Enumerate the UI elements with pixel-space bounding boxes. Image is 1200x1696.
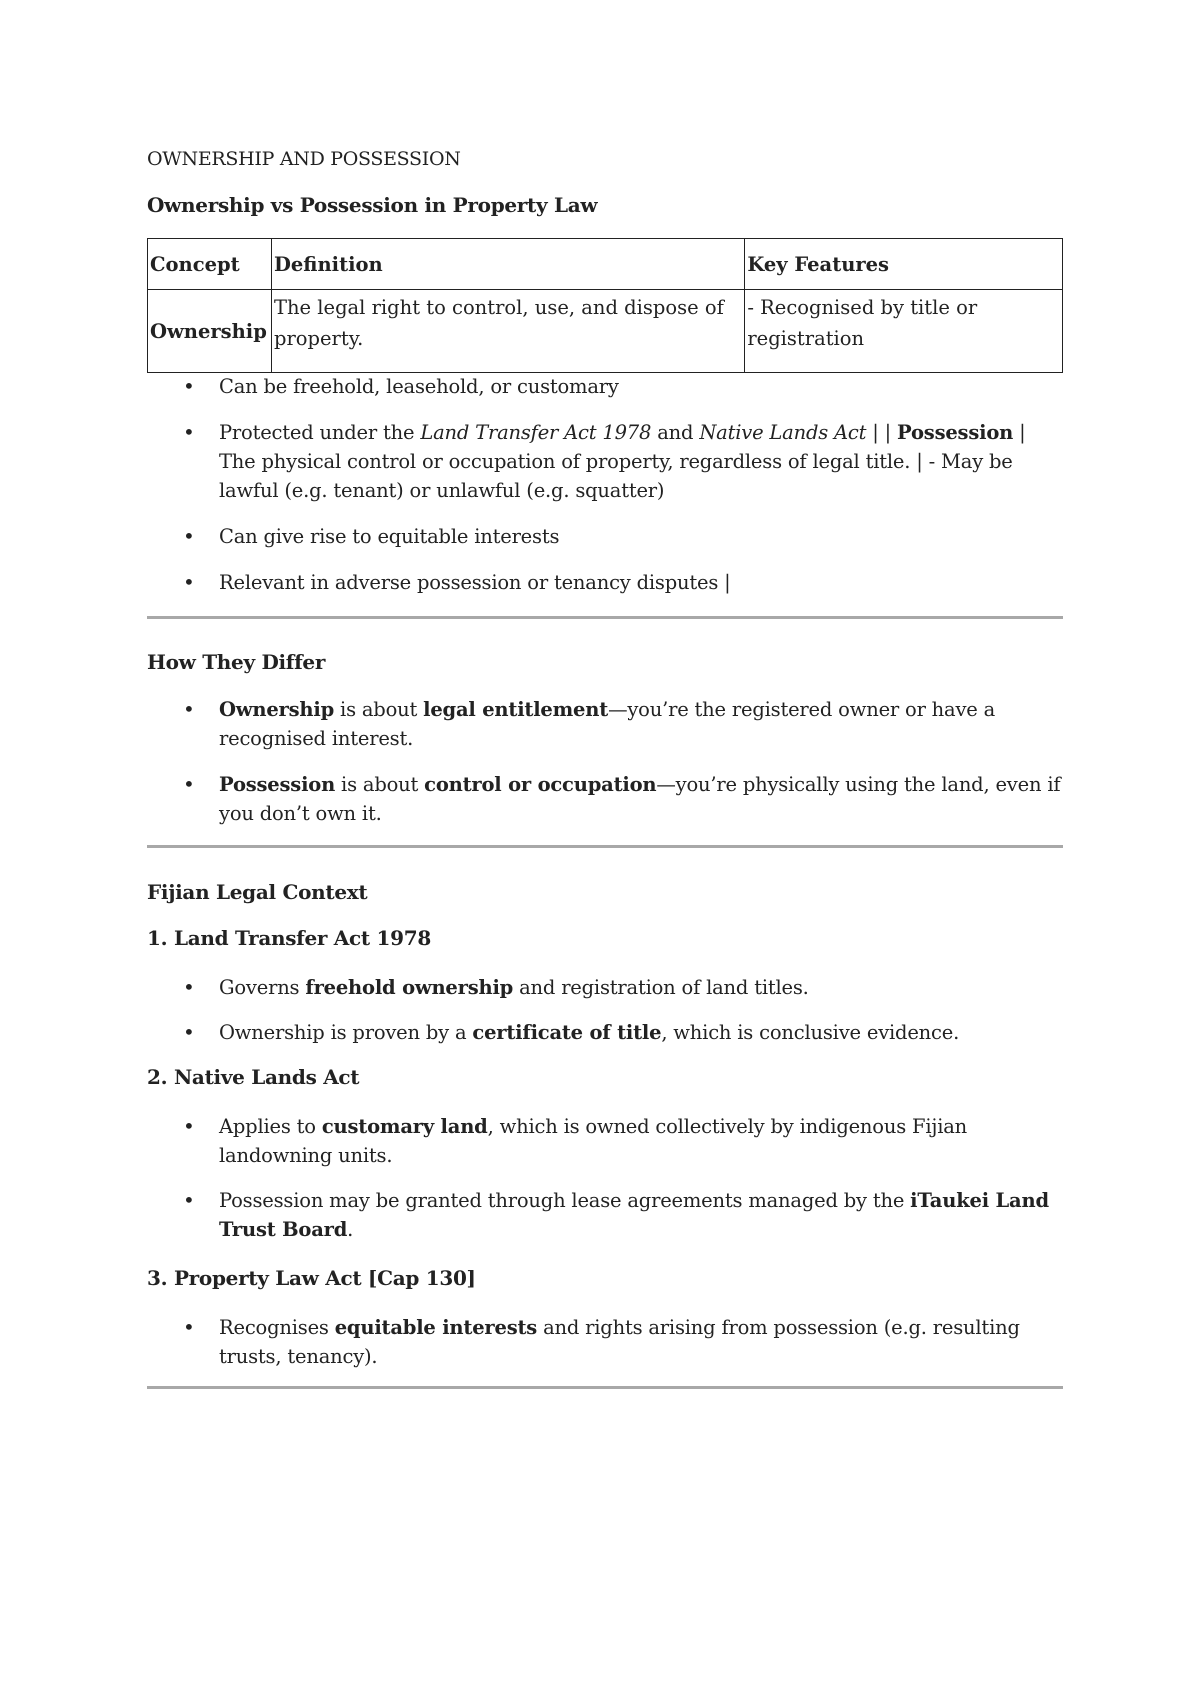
horizontal-divider xyxy=(147,845,1063,848)
property-law-bullet-list xyxy=(147,1313,1063,1371)
document-title: OWNERSHIP AND POSSESSION xyxy=(147,148,461,170)
native-lands-bullet-list xyxy=(147,1112,1063,1244)
list-item: • Possession may be granted through lease agreements managed by the iTaukei Land Trust Board. xyxy=(147,1186,1063,1244)
table-cell-concept: Ownership xyxy=(148,290,272,373)
table-row xyxy=(148,290,1063,373)
section-heading-fijian-legal-context: Fijian Legal Context xyxy=(147,880,368,904)
table-cell-features: - Recognised by title or registration xyxy=(745,290,1063,373)
list-item: • Governs freehold ownership and registration of land titles. xyxy=(147,973,1063,1002)
table-header-definition: Definition xyxy=(271,239,744,290)
differences-bullet-list xyxy=(147,695,1063,828)
section-heading-ownership-vs-possession: Ownership vs Possession in Property Law xyxy=(147,193,598,217)
table-cell-definition: The legal right to control, use, and dispose of property. xyxy=(271,290,744,373)
list-item: • Ownership is about legal entitlement—you’re the registered owner or have a recognised interest. xyxy=(147,695,1063,753)
table-header-concept: Concept xyxy=(148,239,272,290)
land-transfer-bullet-list xyxy=(147,973,1063,1047)
list-item: • Recognises equitable interests and rights arising from possession (e.g. resulting trusts, tenancy). xyxy=(147,1313,1063,1371)
list-item: • Possession is about control or occupation—you’re physically using the land, even if you don’t own it. xyxy=(147,770,1063,828)
list-item: • Ownership is proven by a certificate of title, which is conclusive evidence. xyxy=(147,1018,1063,1047)
list-item: • Can give rise to equitable interests xyxy=(147,522,1063,551)
list-item: • Protected under the Land Transfer Act 1978 and Native Lands Act | | Possession | The physical control or occupation of property, regardless of legal title. | - May be lawful (e.g. tenant) or unlawful (e.g. squatter) xyxy=(147,418,1063,505)
subheading-native-lands-act: 2. Native Lands Act xyxy=(147,1065,360,1089)
table-header-key-features: Key Features xyxy=(745,239,1063,290)
section-heading-how-they-differ: How They Differ xyxy=(147,650,326,674)
list-item: • Relevant in adverse possession or tenancy disputes | xyxy=(147,568,1063,597)
concept-table xyxy=(147,238,1063,373)
ownership-bullet-list xyxy=(147,372,1063,597)
subheading-land-transfer-act: 1. Land Transfer Act 1978 xyxy=(147,926,431,950)
horizontal-divider xyxy=(147,1386,1063,1389)
horizontal-divider xyxy=(147,616,1063,619)
table-header-row xyxy=(148,239,1063,290)
subheading-property-law-act: 3. Property Law Act [Cap 130] xyxy=(147,1266,476,1290)
list-item: • Applies to customary land, which is owned collectively by indigenous Fijian landowning units. xyxy=(147,1112,1063,1170)
list-item: • Can be freehold, leasehold, or customary xyxy=(147,372,1063,401)
